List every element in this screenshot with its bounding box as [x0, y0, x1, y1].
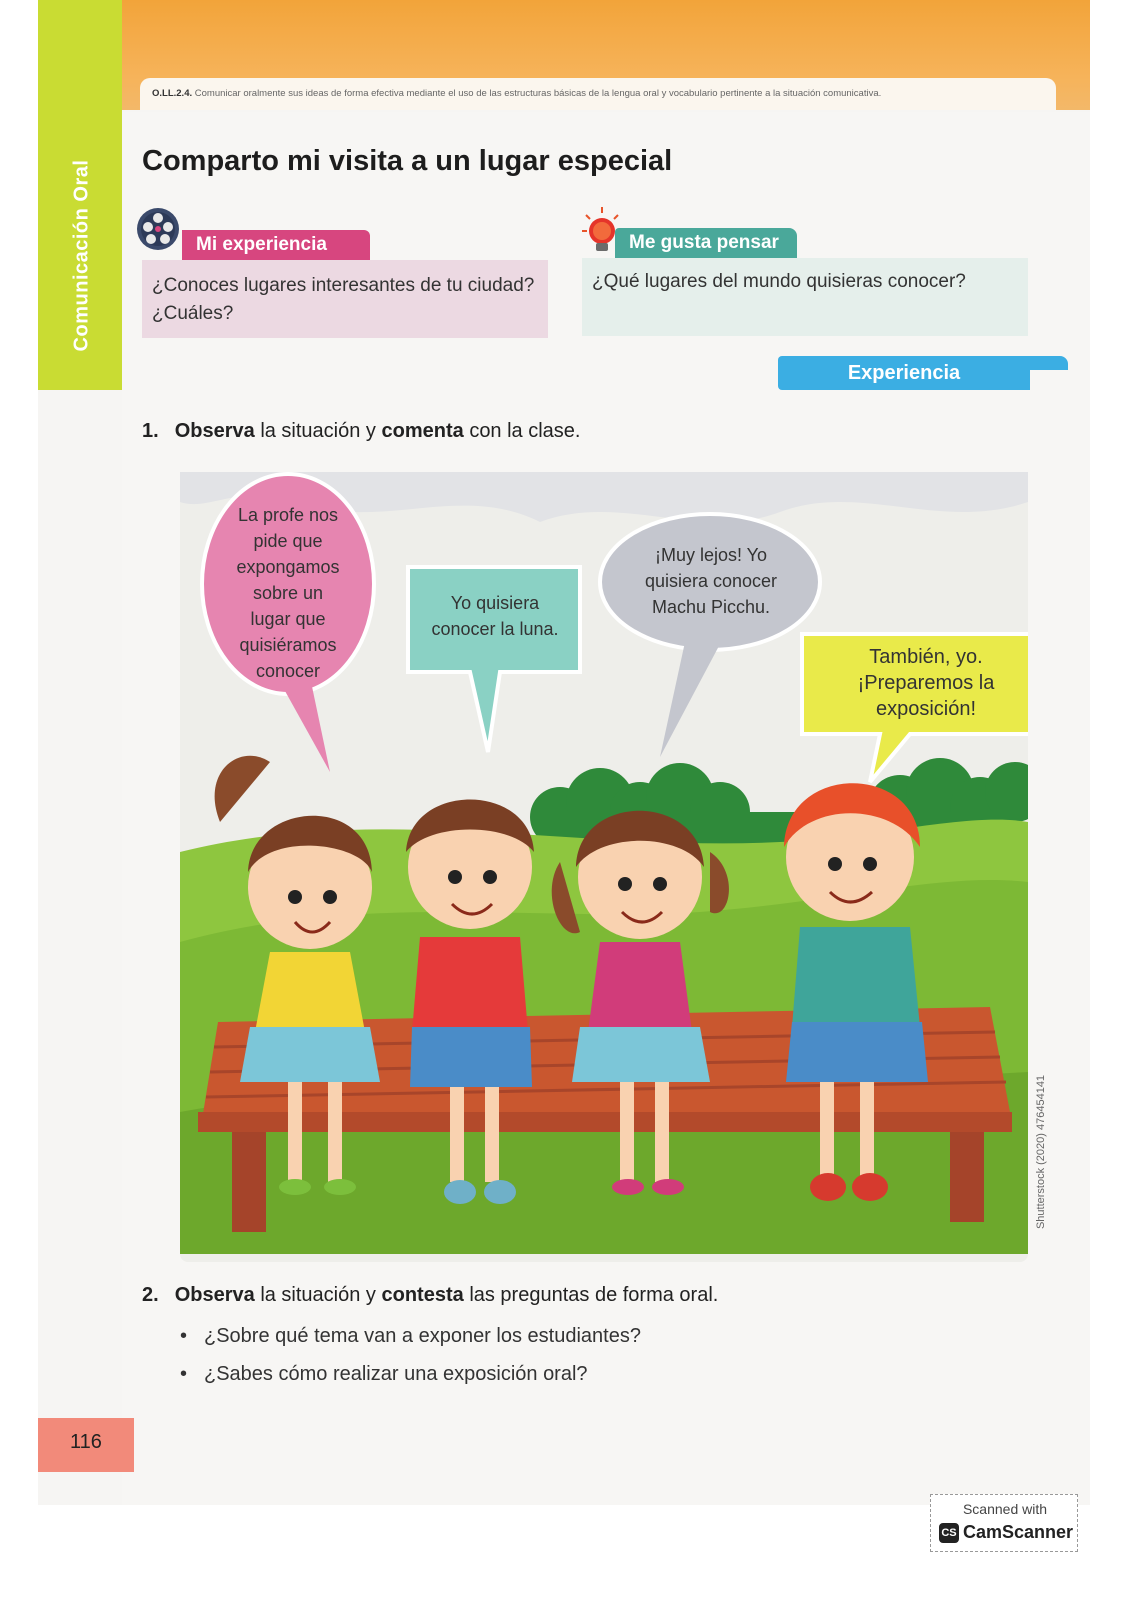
- experiencia-badge-tail: [1028, 356, 1068, 370]
- bullet-icon: •: [180, 1363, 188, 1385]
- gray-speech-bubble: [622, 542, 800, 620]
- pink-bubble-line: conocer: [255, 661, 321, 681]
- yellow-bubble-line: También, yo.: [869, 646, 983, 668]
- gray-bubble-line: ¡Muy lejos! Yo: [654, 545, 768, 565]
- gray-bubble-line: Machu Picchu.: [651, 597, 771, 617]
- bullet-text: ¿Sabes cómo realizar una exposición oral?: [204, 1363, 588, 1385]
- pink-bubble-line: sobre un: [252, 583, 324, 603]
- skill-text: Comunicar oralmente sus ideas de forma efectiva mediante el uso de las estructuras básicas de la lengua oral y vocabulario pertinente a la situación comunicativa.: [194, 88, 882, 99]
- question-2-number: 2.: [142, 1284, 159, 1306]
- question-2-verb2: contesta: [381, 1284, 464, 1306]
- camscanner-name: CamScanner: [963, 1522, 1074, 1542]
- question-1-number: 1.: [142, 420, 159, 442]
- skill-code: O.LL.2.4.: [152, 88, 193, 99]
- pink-speech-bubble: [218, 502, 358, 684]
- me-gusta-pensar-label: Me gusta pensar: [615, 228, 797, 258]
- bullet-text: ¿Sobre qué tema van a exponer los estudiantes?: [204, 1325, 641, 1347]
- image-credit-wrap: [1030, 1062, 1052, 1242]
- pink-bubble-line: La profe nos: [237, 505, 339, 525]
- pink-bubble-line: quisiéramos: [239, 635, 337, 655]
- experiencia-badge: Experiencia: [778, 356, 1030, 390]
- yellow-bubble-line: ¡Preparemos la: [857, 672, 995, 694]
- question-1-verb1: Observa: [174, 420, 255, 442]
- bullet-item: [180, 1363, 588, 1386]
- question-1-verb2: comenta: [381, 420, 464, 442]
- question-1: [142, 420, 580, 443]
- skill-criterion: [140, 78, 1056, 110]
- image-credit: Shutterstock (2020) 476454141: [1035, 1074, 1048, 1230]
- question-2-end: las preguntas de forma oral.: [469, 1284, 719, 1306]
- question-1-middle: la situación y: [260, 420, 376, 442]
- bullet-item: [180, 1325, 641, 1348]
- question-2-middle: la situación y: [260, 1284, 376, 1306]
- page-number: 116: [38, 1418, 134, 1472]
- pink-bubble-line: lugar que: [250, 609, 326, 629]
- pink-bubble-line: pide que: [253, 531, 323, 551]
- yellow-speech-bubble: [808, 644, 1044, 722]
- camscanner-logo-icon: CS: [939, 1523, 959, 1543]
- bullet-icon: •: [180, 1325, 188, 1347]
- question-1-end: con la clase.: [469, 420, 581, 442]
- side-tab-label-wrap: [52, 140, 112, 370]
- teal-bubble-line: Yo quisiera: [450, 593, 540, 613]
- mi-experiencia-label: Mi experiencia: [182, 230, 370, 260]
- page-title: Comparto mi visita a un lugar especial: [142, 145, 673, 177]
- pink-bubble-line: expongamos: [236, 557, 340, 577]
- question-2: [142, 1284, 718, 1307]
- yellow-bubble-line: exposición!: [875, 698, 977, 720]
- side-tab-label: Comunicación Oral: [70, 159, 93, 351]
- gray-bubble-line: quisiera conocer: [644, 571, 778, 591]
- me-gusta-pensar-box: ¿Qué lugares del mundo quisieras conocer?: [582, 258, 1028, 336]
- camscanner-caption: Scanned with: [962, 1501, 1048, 1517]
- question-2-verb1: Observa: [174, 1284, 255, 1306]
- camscanner-watermark: [930, 1494, 1078, 1552]
- teal-speech-bubble: [412, 590, 578, 642]
- teal-bubble-line: conocer la luna.: [431, 619, 559, 639]
- mi-experiencia-box: ¿Conoces lugares interesantes de tu ciudad? ¿Cuáles?: [142, 260, 548, 338]
- film-reel-icon: [134, 205, 182, 253]
